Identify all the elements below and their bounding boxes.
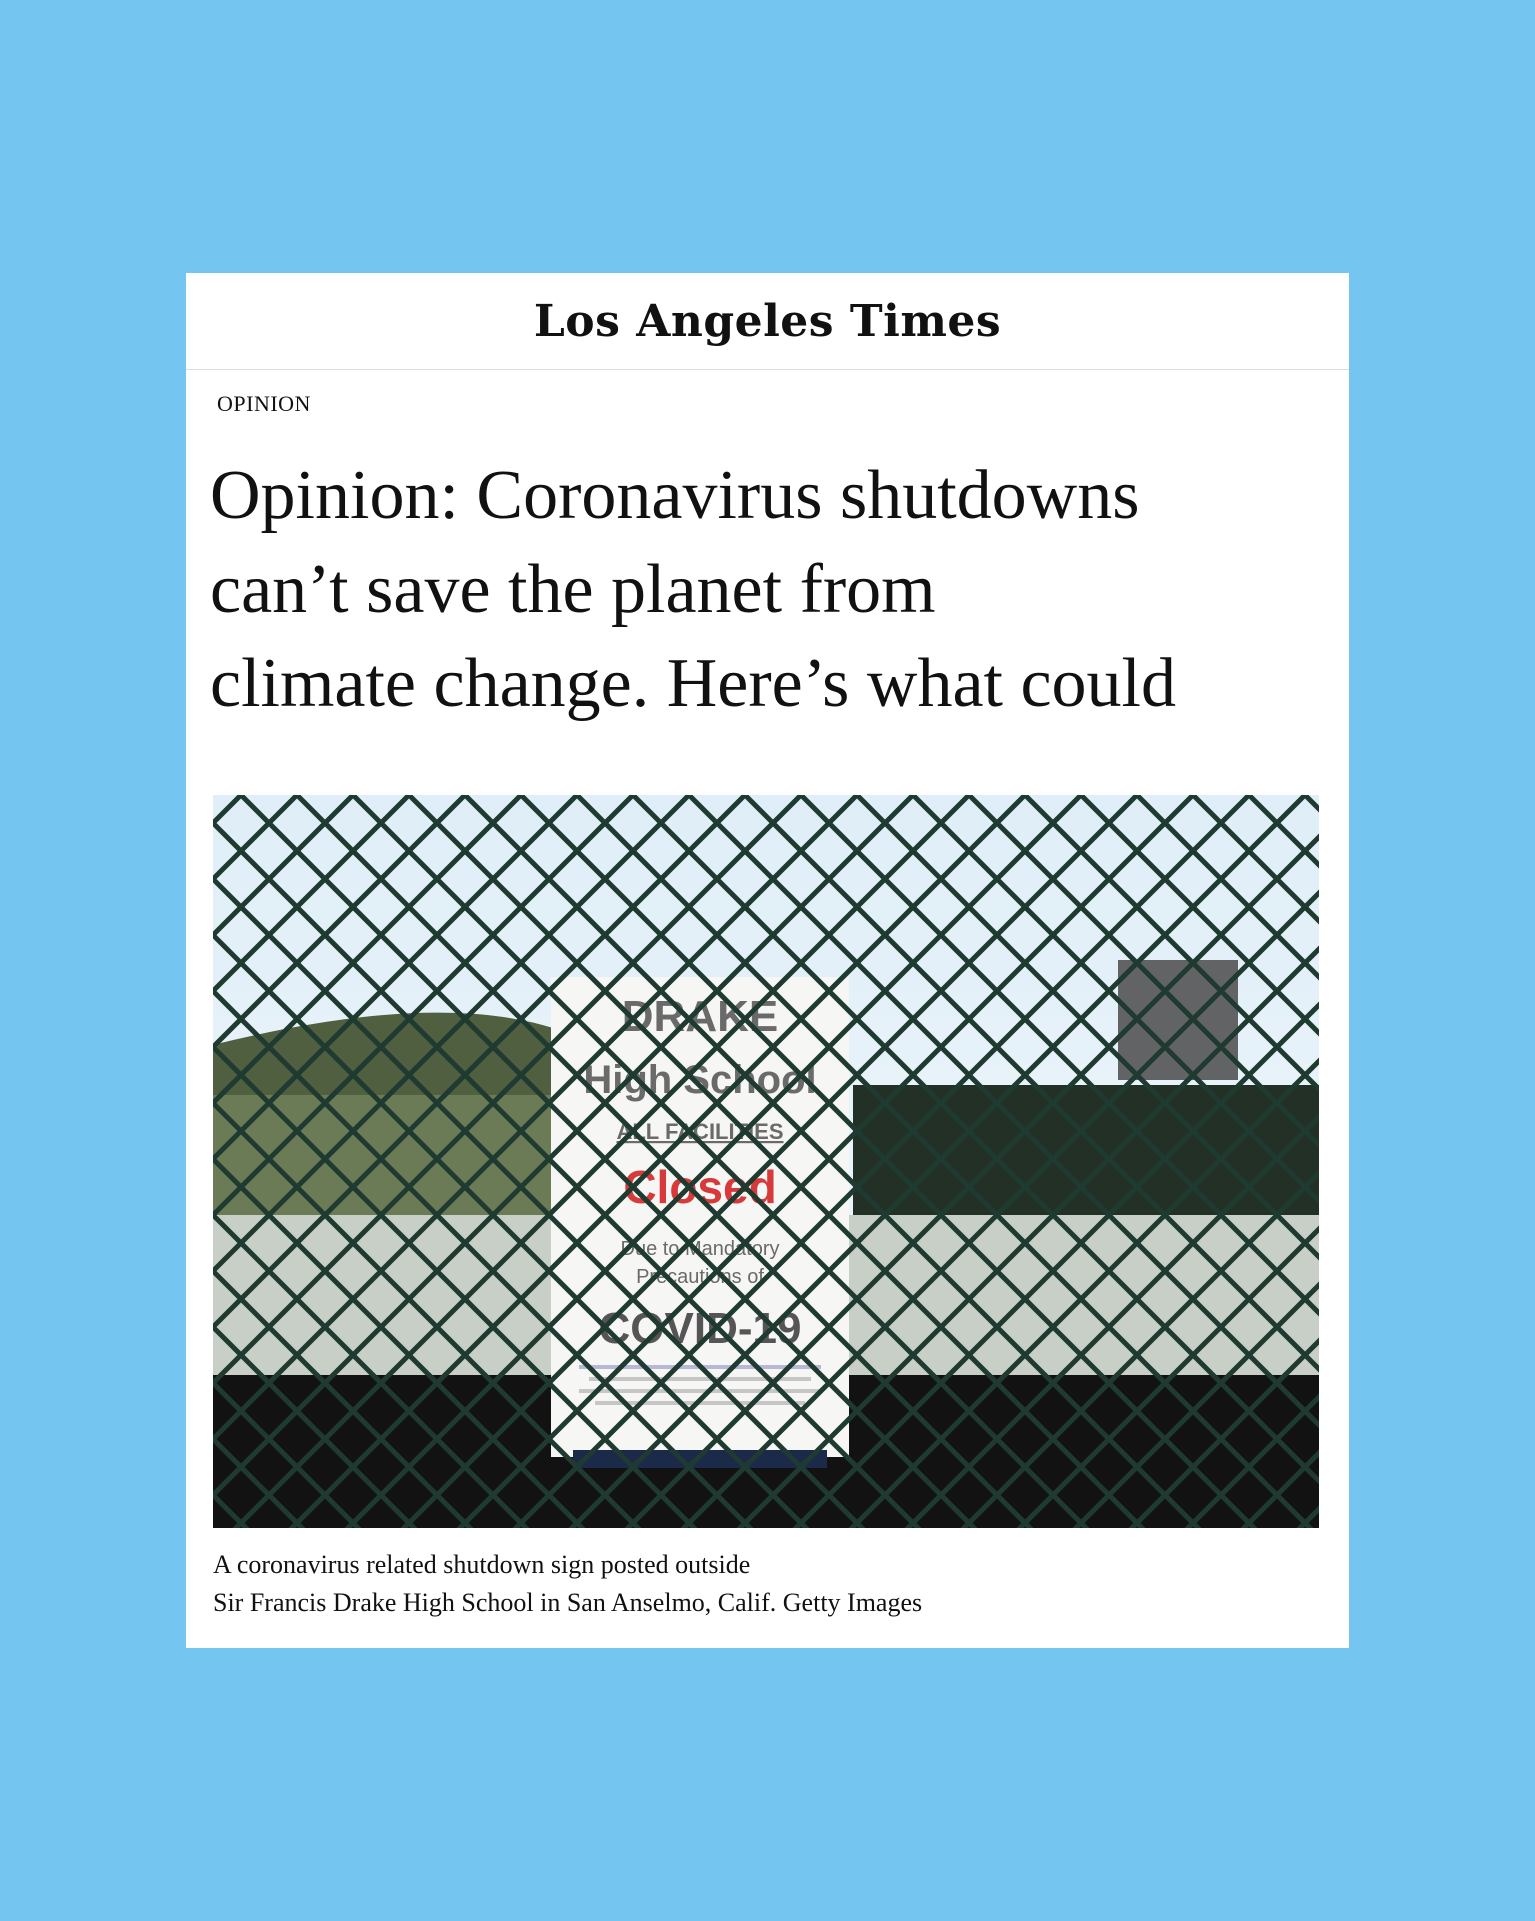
caption-line: Sir Francis Drake High School in San Anselmo, Calif. Getty Images	[213, 1588, 923, 1617]
headline-line: Opinion: Coronavirus shutdowns	[210, 457, 1140, 534]
headline-line: can’t save the planet from	[210, 551, 936, 628]
chain-link-fence	[213, 795, 1319, 1528]
masthead	[186, 273, 1349, 370]
article-photo	[213, 795, 1319, 1528]
section-label[interactable]: OPINION	[217, 391, 311, 416]
los-angeles-times-logo[interactable]: Los Angeles Times	[533, 295, 1002, 347]
caption-line: A coronavirus related shutdown sign posted outside	[213, 1550, 751, 1579]
fence-sign-photo	[213, 795, 1319, 1528]
photo-caption	[213, 1546, 1313, 1622]
headline[interactable]	[210, 449, 1330, 731]
headline-line: climate change. Here’s what could	[210, 645, 1176, 722]
article-card	[186, 273, 1349, 1648]
